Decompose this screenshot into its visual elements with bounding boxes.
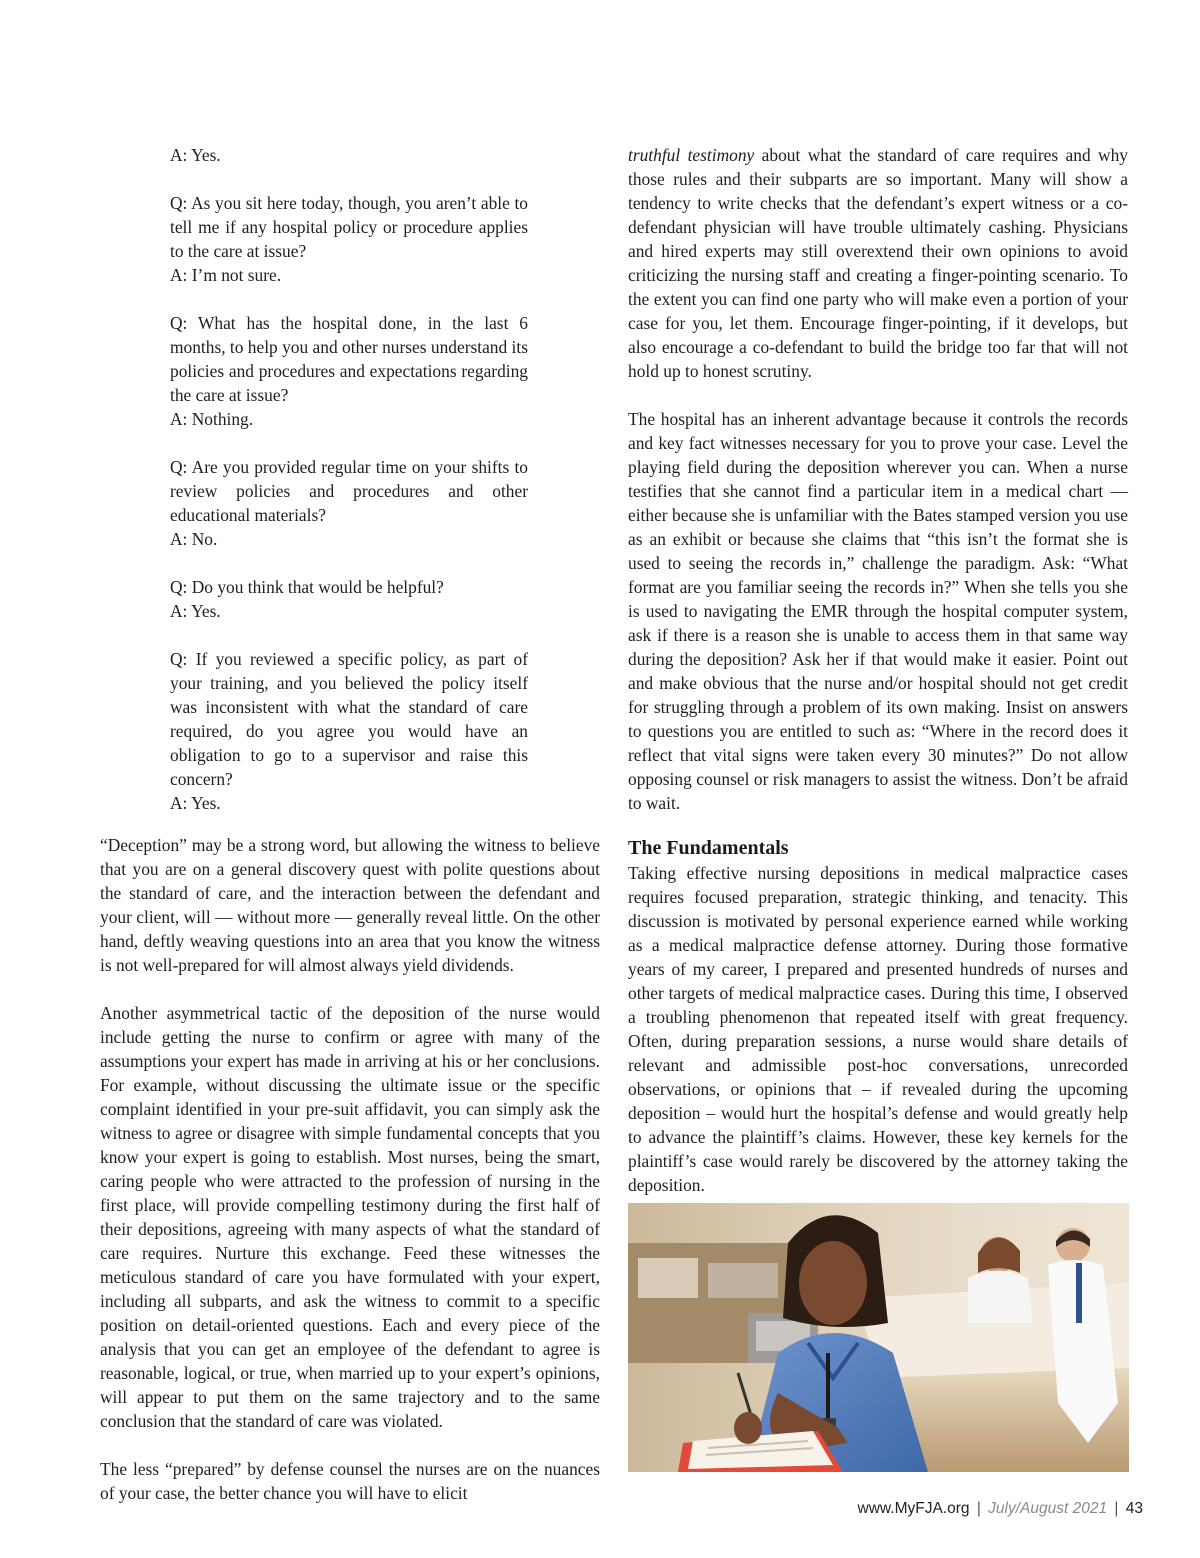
qa-question: Q: What has the hospital done, in the last 6 months, to help you and other nurses understand its policies and procedures and expectations regarding the care at issue? xyxy=(170,313,528,405)
qa-answer: A: Yes. xyxy=(170,793,221,813)
qa-question: Q: If you reviewed a specific policy, as part of your training, and you believed the policy itself was inconsistent with what the standard of care required, do you agree you would have an obligation to go to a supervisor and raise this concern? xyxy=(170,649,528,789)
qa-answer: A: No. xyxy=(170,529,218,549)
page-number: 43 xyxy=(1125,1500,1143,1517)
body-paragraph: The less “prepared” by defense counsel the nurses are on the nuances of your case, the better chance you will have to elicit xyxy=(100,1459,600,1503)
qa-item xyxy=(170,455,528,551)
page-footer xyxy=(858,1500,1143,1518)
body-paragraph: Another asymmetrical tactic of the deposition of the nurse would include getting the nurse to confirm or agree with many of the assumptions your expert has made in arriving at his or her conclusions. For example, without discussing the ultimate issue or the specific complaint identified in your pre-suit affidavit, you can simply ask the witness to agree or disagree with simple fundamental concepts that you know your expert is going to establish. Most nurses, being the smart, caring people who were attracted to the profession of nursing in the first place, will provide compelling testimony during the first half of their depositions, agreeing with many aspects of what the standard of care requires. Nurture this exchange. Feed these witnesses the meticulous standard of care you have formulated with your expert, including all subparts, and ask the witness to commit to a specific position on detail-oriented questions. Each and every piece of the analysis that you can get an employee of the defendant to agree is reasonable, logical, or true, when married up to your expert’s opinions, will appear to put them on the same trajectory and to the same conclusion that the standard of care was violated. xyxy=(100,1003,600,1431)
body-paragraph: “Deception” may be a strong word, but allowing the witness to believe that you are on a general discovery quest with polite questions about the standard of care, and the interaction between the defendant and your client, will — without more — generally reveal little. On the other hand, deftly weaving questions into an area that you know the witness is not well-prepared for will almost always yield dividends. xyxy=(100,835,600,975)
qa-item xyxy=(170,647,528,815)
qa-question: Q: Are you provided regular time on your shifts to review policies and procedures and other educational materials? xyxy=(170,457,528,525)
footer-separator: | xyxy=(976,1500,981,1517)
qa-question: Q: Do you think that would be helpful? xyxy=(170,577,444,597)
qa-item xyxy=(170,575,528,623)
qa-item xyxy=(170,143,528,167)
left-column xyxy=(100,143,600,1529)
qa-item xyxy=(170,191,528,287)
qa-question: Q: As you sit here today, though, you aren’t able to tell me if any hospital policy or procedure applies to the care at issue? xyxy=(170,193,528,261)
qa-item xyxy=(170,311,528,431)
section-heading: The Fundamentals xyxy=(628,837,789,859)
site-link[interactable]: www.MyFJA.org xyxy=(857,1500,970,1517)
qa-answer: A: Yes. xyxy=(170,601,221,621)
body-paragraph xyxy=(628,143,1128,383)
qa-answer: A: Nothing. xyxy=(170,409,254,429)
issue-date: July/August 2021 xyxy=(988,1500,1108,1517)
footer-separator: | xyxy=(1114,1500,1119,1517)
nurse-photo xyxy=(628,1203,1129,1472)
qa-answer: A: Yes. xyxy=(170,145,221,165)
nurse-at-station-illustration xyxy=(628,1203,1129,1472)
body-paragraph: The hospital has an inherent advantage because it controls the records and key fact witnesses necessary for you to prove your case. Level the playing field during the deposition wherever you can. When a nurse testifies that she cannot find a particular item in a medical chart — either because she is unfamiliar with the Bates stamped version you use as an exhibit or because she claims that “this isn’t the format she is used to seeing the records in,” challenge the paradigm. Ask: “What format are you familiar seeing the records in?” When she tells you she is used to navigating the EMR through the hospital computer system, ask if there is a reason she is unable to access them in that same way during the deposition? Ask her if that would make it easier. Point out and make obvious that the nurse and/or hospital should not get credit for struggling through a problem of its own making. Insist on answers to questions you are entitled to such as: “Where in the record does it reflect that vital signs were taken every 30 minutes?” Do not allow opposing counsel or risk managers to assist the witness. Don’t be afraid to wait. xyxy=(628,409,1128,813)
qa-answer: A: I’m not sure. xyxy=(170,265,282,285)
paragraph-text: about what the standard of care requires and why those rules and their subparts are so important. Many will show a tendency to write checks that the defendant’s expert witness or a co-defendant physician will have trouble ultimately cashing. Physicians and hired experts may still overextend their own opinions to avoid criticizing the nursing staff and creating a finger-pointing scenario. To the extent you can find one party who will make even a portion of your case for you, let them. Encourage finger-pointing, if it develops, but also encourage a co-defendant to build the bridge too far that will not hold up to honest scrutiny. xyxy=(628,145,1129,381)
deposition-transcript xyxy=(170,143,528,815)
body-paragraph: Taking effective nursing depositions in medical malpractice cases requires focused preparation, strategic thinking, and tenacity. This discussion is motivated by personal experience earned while working as a medical malpractice defense attorney. During those formative years of my career, I prepared and presented hundreds of nurses and other targets of medical malpractice cases. During this time, I observed a troubling phenomenon that repeated itself with great frequency. Often, during preparation sessions, a nurse would share details of relevant and admissible post-hoc conversations, unrecorded observations, or opinions that – if revealed during the upcoming deposition – would hurt the hospital’s defense and would greatly help to advance the plaintiff’s claims. However, these key kernels for the plaintiff’s case would rarely be discovered by the attorney taking the deposition. xyxy=(628,863,1128,1195)
emphasized-text: truthful testimony xyxy=(628,145,755,165)
right-column xyxy=(628,143,1128,1221)
